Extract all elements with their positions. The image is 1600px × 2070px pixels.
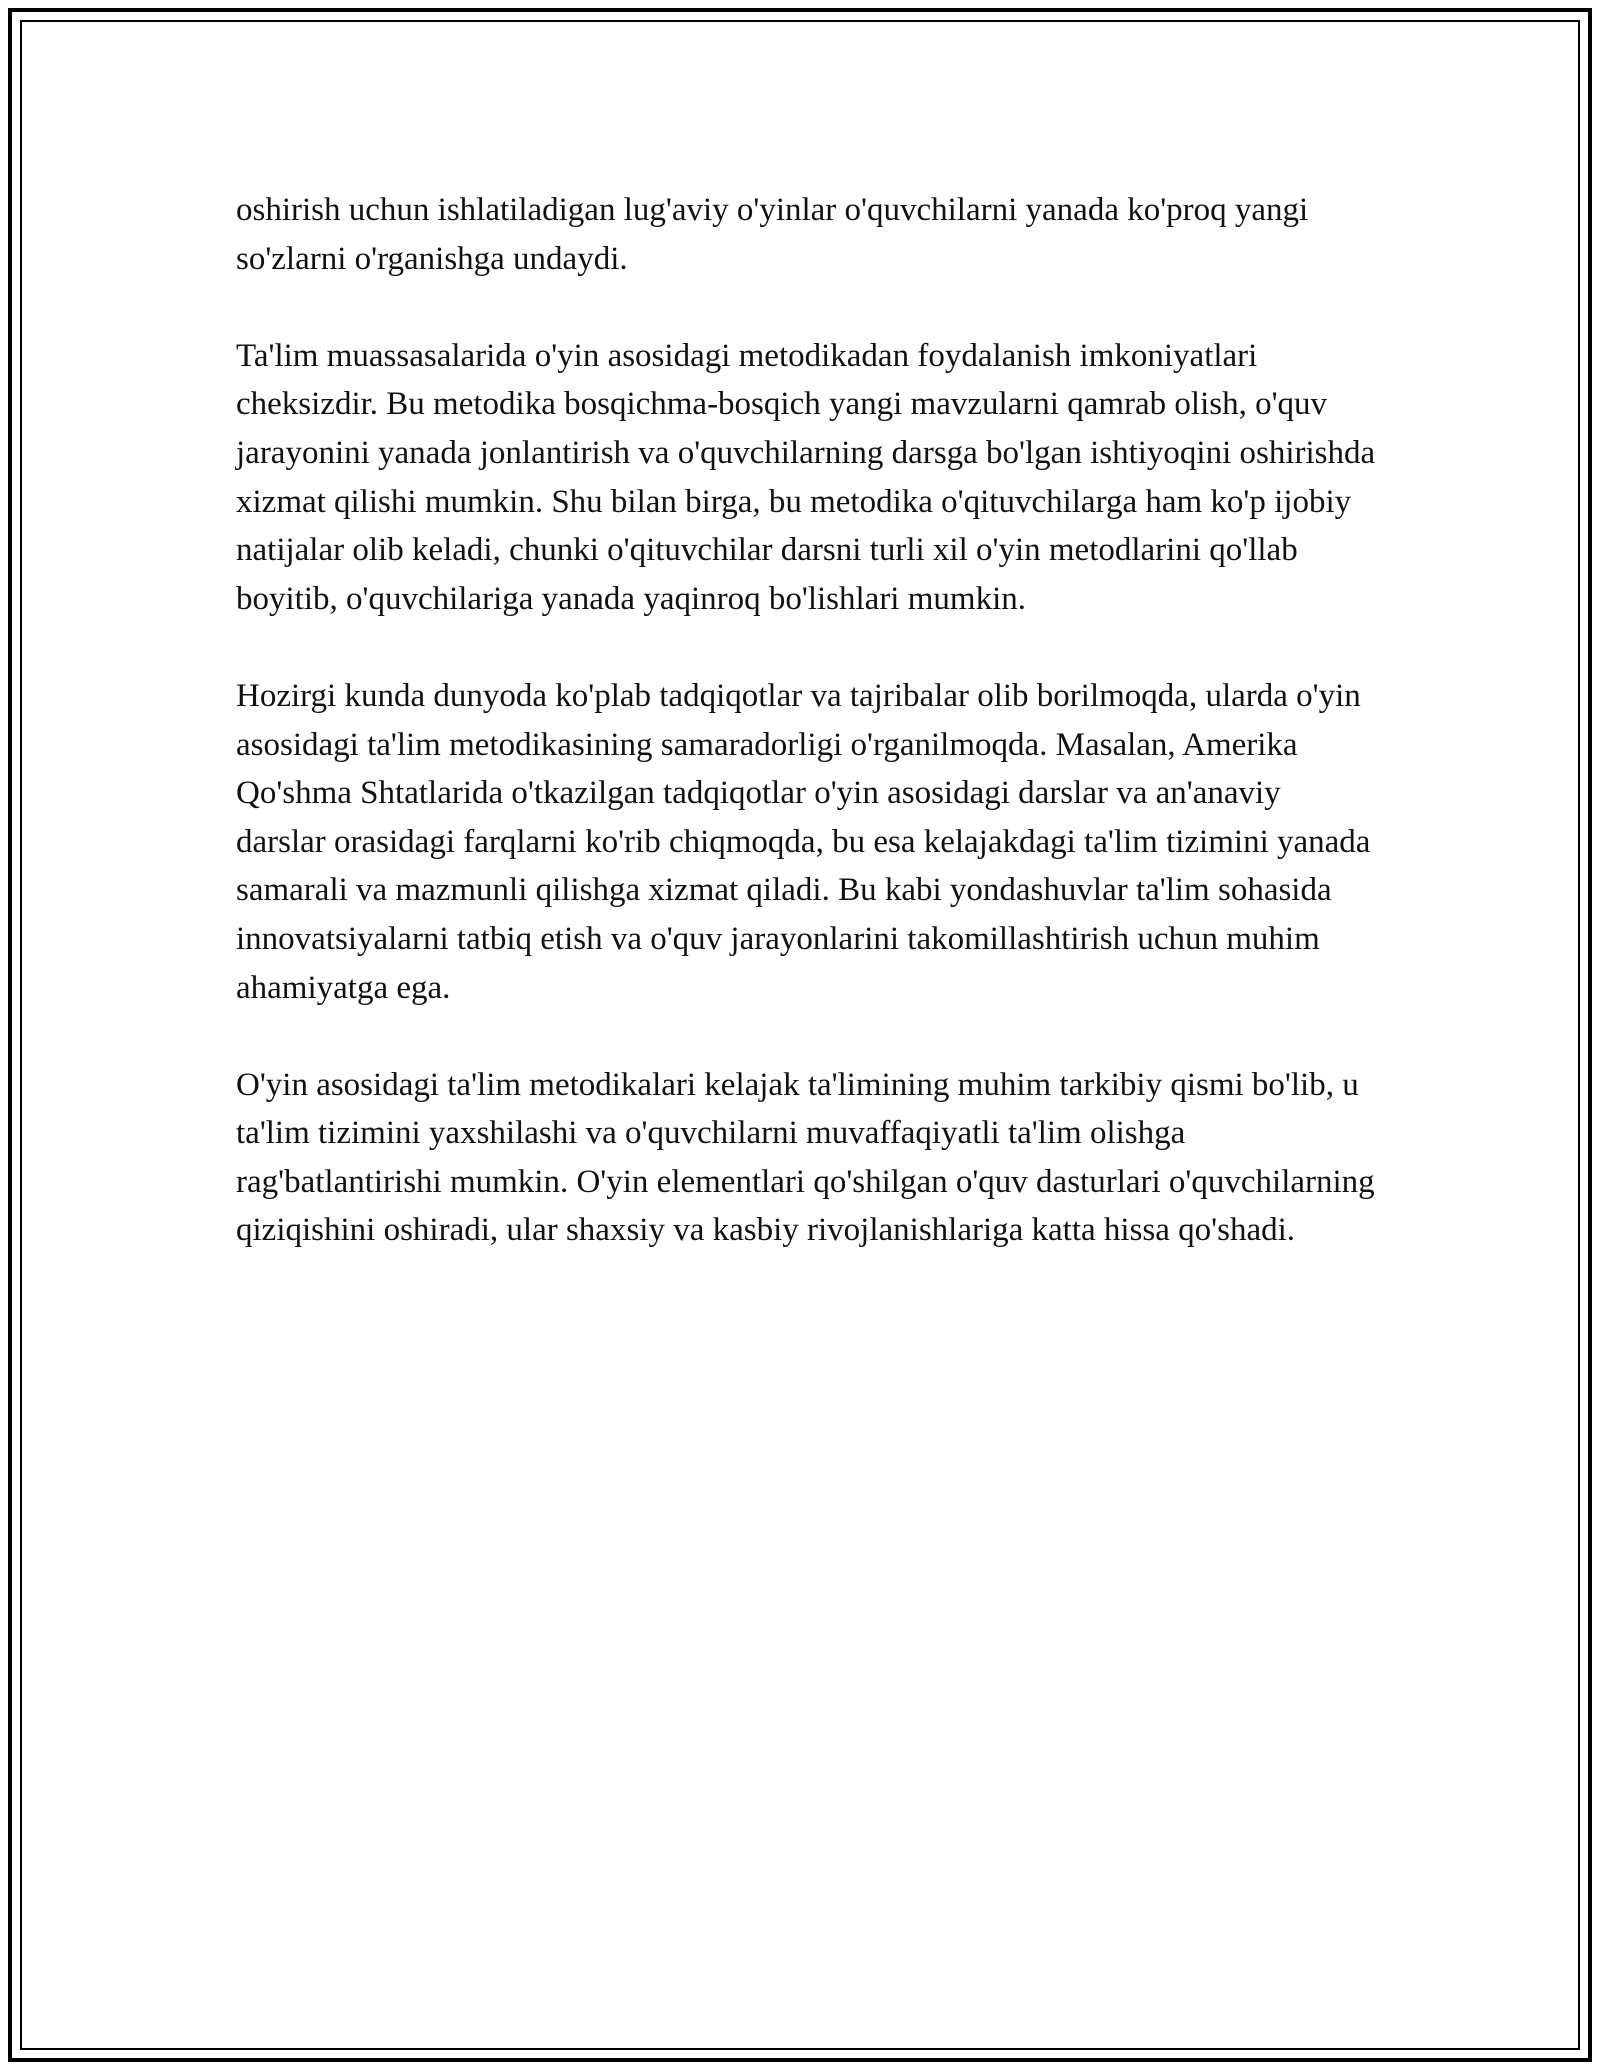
paragraph-4: O'yin asosidagi ta'lim metodikalari kelajak ta'limining muhim tarkibiy qismi bo'lib, u ta'lim tizimini yaxshilashi va o'quvchilarni muvaffaqiyatli ta'lim olishga rag'batlantirishi mumkin. O'yin elementlari qo'shilgan o'quv dasturlari o'quvchilarning qiziqishini oshiradi, ular shaxsiy va kasbiy rivojlanishlariga katta hissa qo'shadi. xyxy=(236,1066,1375,1249)
document-body xyxy=(236,186,1376,1304)
paragraph-1: oshirish uchun ishlatiladigan lug'aviy o'yinlar o'quvchilarni yanada ko'proq yangi so'zlarni o'rganishga undaydi. xyxy=(236,192,1309,277)
paragraph-2: Ta'lim muassasalarida o'yin asosidagi metodikadan foydalanish imkoniyatlari cheksizdir. Bu metodika bosqichma-bosqich yangi mavzularni qamrab olish, o'quv jarayonini yanada jonlantirish va o'quvchilarning darsga bo'lgan ishtiyoqini oshirishda xizmat qilishi mumkin. Shu bilan birga, bu metodika o'qituvchilarga ham ko'p ijobiy natijalar olib keladi, chunki o'qituvchilar darsni turli xil o'yin metodlarini qo'llab boyitib, o'quvchilariga yanada yaqinroq bo'lishlari mumkin. xyxy=(236,337,1376,617)
paragraph-3: Hozirgi kunda dunyoda ko'plab tadqiqotlar va tajribalar olib borilmoqda, ularda o'yin asosidagi ta'lim metodikasining samaradorligi o'rganilmoqda. Masalan, Amerika Qo'shma Shtatlarida o'tkazilgan tadqiqotlar o'yin asosidagi darslar va an'anaviy darslar orasidagi farqlarni ko'rib chiqmoqda, bu esa kelajakdagi ta'lim tizimini yanada samarali va mazmunli qilishga xizmat qiladi. Bu kabi yondashuvlar ta'lim sohasida innovatsiyalarni tatbiq etish va o'quv jarayonlarini takomillashtirish uchun muhim ahamiyatga ega. xyxy=(236,677,1371,1006)
